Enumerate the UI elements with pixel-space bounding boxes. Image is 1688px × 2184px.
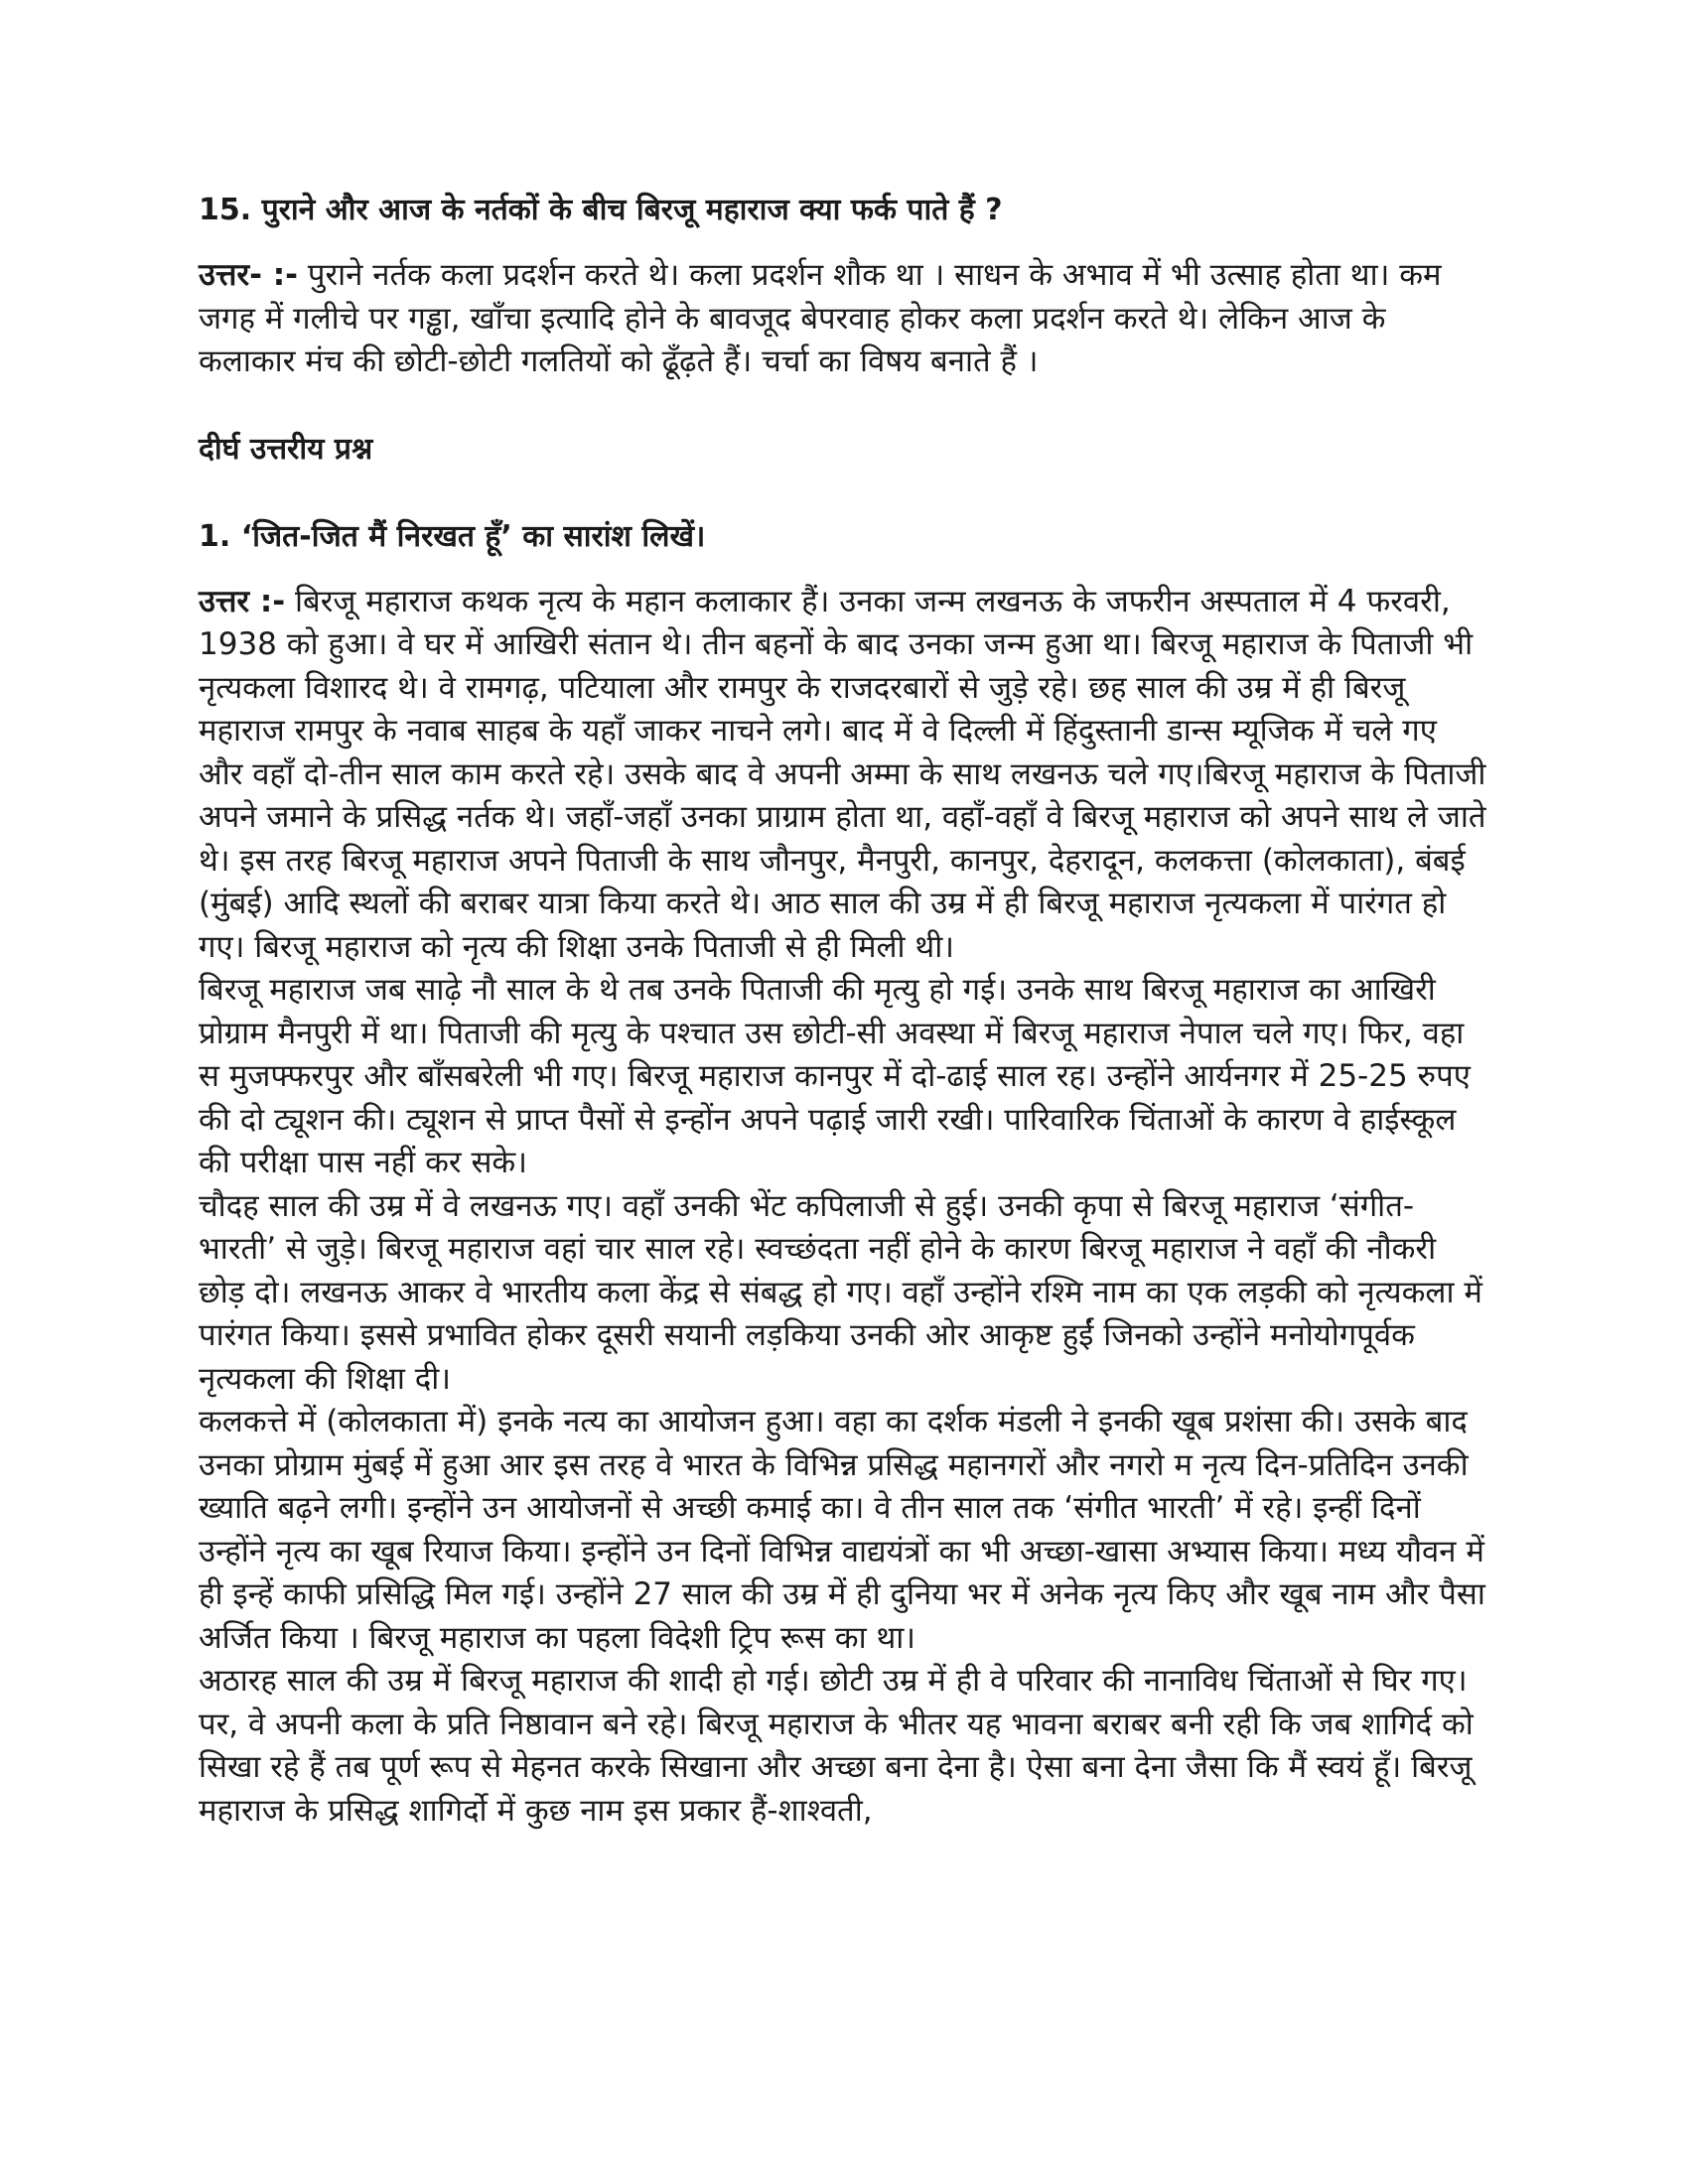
answer-label: उत्तर- :-	[199, 257, 299, 293]
question-1-answer-paragraph-3: चौदह साल की उम्र में वे लखनऊ गए। वहाँ उनकी भेंट कपिलाजी से हुई। उनकी कृपा से बिरजू महाराज ‘संगीत-भारती’ से जुड़े। बिरजू महाराज वहां चार साल रहे। स्वच्छंदता नहीं होने के कारण बिरजू महाराज ने वहाँ की नौकरी छोड़ दो। लखनऊ आकर वे भारतीय कला केंद्र से संबद्ध हो गए। वहाँ उन्होंने रश्मि नाम का एक लड़की को नृत्यकला में पारंगत किया। इससे प्रभावित होकर दूसरी सयानी लड़किया उनकी ओर आकृष्ट हुईं जिनको उन्होंने मनोयोगपूर्वक नृत्यकला की शिक्षा दी।	[199, 1187, 1482, 1397]
section-title-long-answer: दीर्घ उत्तरीय प्रश्न	[199, 431, 373, 467]
question-15-answer	[199, 254, 1489, 384]
question-1-answer-paragraph-1	[199, 581, 1489, 970]
question-1-answer-paragraph-2: बिरजू महाराज जब साढ़े नौ साल के थे तब उनके पिताजी की मृत्यु हो गई। उनके साथ बिरजू महाराज का आखिरी प्रोग्राम मैनपुरी में था। पिताजी की मृत्यु के पश्चात उस छोटी-सी अवस्था में बिरजू महाराज नेपाल चले गए। फिर, वहा स मुजफ्फरपुर और बाँसबरेली भी गए। बिरजू महाराज कानपुर में दो-ढाई साल रह। उन्होंने आर्यनगर में 25-25 रुपए की दो ट्यूशन की। ट्यूशन से प्राप्त पैसों से इन्होंन अपने पढ़ाई जारी रखी। पारिवारिक चिंताओं के कारण वे हाईस्कूल की परीक्षा पास नहीं कर सके।	[199, 972, 1471, 1180]
answer-text: बिरजू महाराज कथक नृत्य के महान कलाकार हैं। उनका जन्म लखनऊ के जफरीन अस्पताल में 4 फरवरी, 1938 को हुआ। वे घर में आखिरी संतान थे। तीन बहनों के बाद उनका जन्म हुआ था। बिरजू महाराज के पिताजी भी नृत्यकला विशारद थे। वे रामगढ़, पटियाला और रामपुर के राजदरबारों से जुड़े रहे। छह साल की उम्र में ही बिरजू महाराज रामपुर के नवाब साहब के यहाँ जाकर नाचने लगे। बाद में वे दिल्ली में हिंदुस्तानी डान्स म्यूजिक में चले गए और वहाँ दो-तीन साल काम करते रहे। उसके बाद वे अपनी अम्मा के साथ लखनऊ चले गए।बिरजू महाराज के पिताजी अपने जमाने के प्रसिद्ध नर्तक थे। जहाँ-जहाँ उनका प्राग्राम होता था, वहाँ-वहाँ वे बिरजू महाराज को अपने साथ ले जाते थे। इस तरह बिरजू महाराज अपने पिताजी के साथ जौनपुर, मैनपुरी, कानपुर, देहरादून, कलकत्ता (कोलकाता), बंबई (मुंबई) आदि स्थलों की बराबर यात्रा किया करते थे। आठ साल की उम्र में ही बिरजू महाराज नृत्यकला में पारंगत हो गए। बिरजू महाराज को नृत्य की शिक्षा उनके पिताजी से ही मिली थी।	[199, 583, 1486, 965]
question-1-answer-paragraph-4: कलकत्ते में (कोलकाता में) इनके नत्य का आयोजन हुआ। वहा का दर्शक मंडली ने इनकी खूब प्रशंसा की। उसके बाद उनका प्रोग्राम मुंबई में हुआ आर इस तरह वे भारत के विभिन्न प्रसिद्ध महानगरों और नगरो म नृत्य दिन-प्रतिदिन उनकी ख्याति बढ़ने लगी। इन्होंने उन आयोजनों से अच्छी कमाई का। वे तीन साल तक ‘संगीत भारती’ में रहे। इन्हीं दिनों उन्होंने नृत्य का खूब रियाज किया। इन्होंने उन दिनों विभिन्न वाद्ययंत्रों का भी अच्छा-खासा अभ्यास किया। मध्य यौवन में ही इन्हें काफी प्रसिद्धि मिल गई। उन्होंने 27 साल की उम्र में ही दुनिया भर में अनेक नृत्य किए और खूब नाम और पैसा अर्जित किया । बिरजू महाराज का पहला विदेशी ट्रिप रूस का था।	[199, 1404, 1485, 1656]
answer-text: पुराने नर्तक कला प्रदर्शन करते थे। कला प्रदर्शन शौक था । साधन के अभाव में भी उत्साह होता था। कम जगह में गलीचे पर गड्ढा, खाँचा इत्यादि होने के बावजूद बेपरवाह होकर कला प्रदर्शन करते थे। लेकिन आज के कलाकार मंच की छोटी-छोटी गलतियों को ढूँढ़ते हैं। चर्चा का विषय बनाते हैं ।	[199, 257, 1442, 379]
question-1-title: 1. ‘जित-जित मैं निरखत हूँ’ का सारांश लिखें।	[199, 518, 706, 554]
question-15-title: 15. पुराने और आज के नर्तकों के बीच बिरजू महाराज क्या फर्क पाते हैं ?	[199, 193, 1003, 227]
answer-label: उत्तर :-	[199, 583, 286, 619]
question-1-answer-paragraph-5: अठारह साल की उम्र में बिरजू महाराज की शादी हो गई। छोटी उम्र में ही वे परिवार की नानाविध चिंताओं से घिर गए। पर, वे अपनी कला के प्रति निष्ठावान बने रहे। बिरजू महाराज के भीतर यह भावना बराबर बनी रही कि जब शागिर्द को सिखा रहे हैं तब पूर्ण रूप से मेहनत करके सिखाना और अच्छा बना देना है। ऐसा बना देना जैसा कि मैं स्वयं हूँ। बिरजू महाराज के प्रसिद्ध शागिर्दो में कुछ नाम इस प्रकार हैं-शाश्वती,	[199, 1663, 1474, 1829]
document-page	[199, 189, 1489, 1833]
